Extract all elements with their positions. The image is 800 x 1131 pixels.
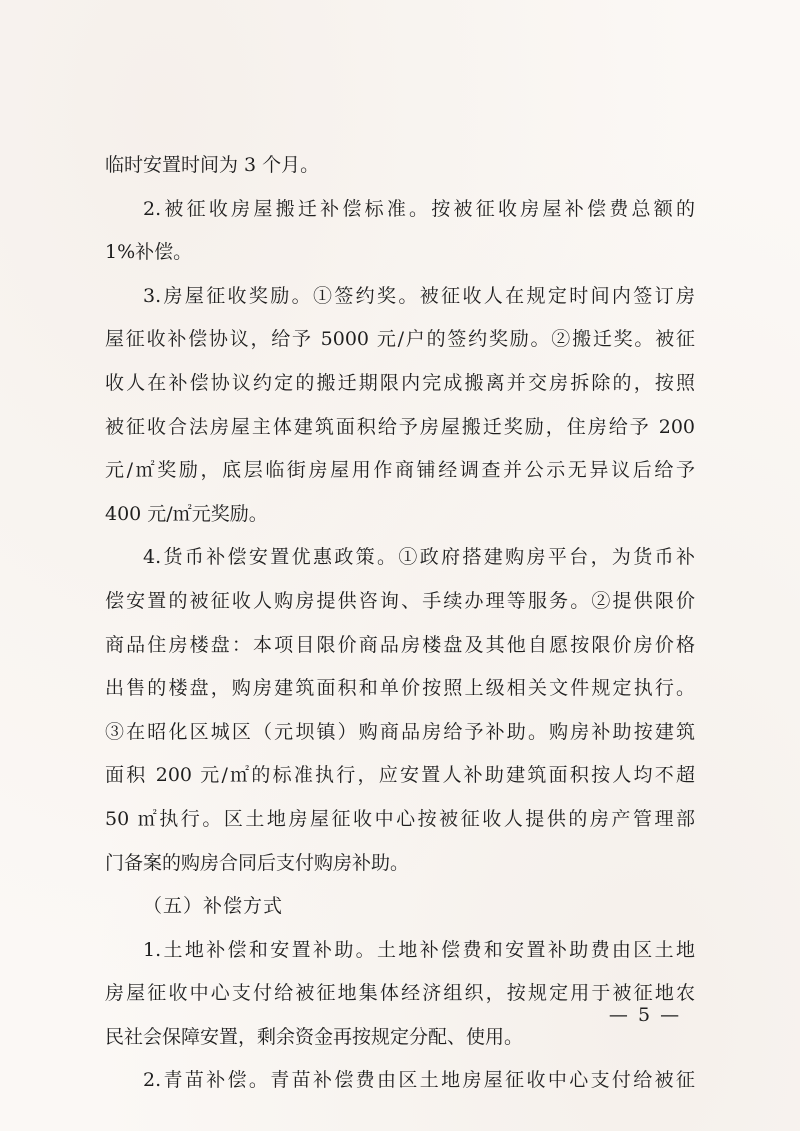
text-line: 3.房屋征收奖励。①签约奖。被征收人在规定时间内签订房 xyxy=(143,284,695,307)
text-line: 房屋征收中心支付给被征地集体经济组织，按规定用于被征地农 xyxy=(105,982,695,1005)
text-line: 商品住房楼盘：本项目限价商品房楼盘及其他自愿按限价房价格 xyxy=(105,633,695,656)
page-number: — 5 — xyxy=(608,1004,682,1026)
text-line: 屋征收补偿协议，给予 5000 元/户的签约奖励。②搬迁奖。被征 xyxy=(105,328,695,351)
text-line: ③在昭化区城区（元坝镇）购商品房给予补助。购房补助按建筑 xyxy=(105,720,695,743)
text-line: 4.货币补偿安置优惠政策。①政府搭建购房平台，为货币补 xyxy=(143,546,695,569)
document-body xyxy=(105,144,695,1103)
text-line: 被征收合法房屋主体建筑面积给予房屋搬迁奖励，住房给予 200 xyxy=(105,415,695,438)
text-line: 出售的楼盘，购房建筑面积和单价按照上级相关文件规定执行。 xyxy=(105,677,695,700)
text-line: 门备案的购房合同后支付购房补助。 xyxy=(105,851,410,874)
section-heading: （五）补偿方式 xyxy=(143,895,284,918)
text-line: 1%补偿。 xyxy=(105,241,193,264)
text-line: 面积 200 元/㎡的标准执行，应安置人补助建筑面积按人均不超 xyxy=(105,764,695,787)
text-line: 50 ㎡执行。区土地房屋征收中心按被征收人提供的房产管理部 xyxy=(105,807,695,830)
text-line: 元/㎡奖励，底层临街房屋用作商铺经调查并公示无异议后给予 xyxy=(105,459,695,482)
text-line: 偿安置的被征收人购房提供咨询、手续办理等服务。②提供限价 xyxy=(105,589,695,612)
text-line: 临时安置时间为 3 个月。 xyxy=(105,154,320,176)
text-line: 收人在补偿协议约定的搬迁期限内完成搬离并交房拆除的，按照 xyxy=(105,371,695,394)
text-line: 民社会保障安置，剩余资金再按规定分配、使用。 xyxy=(105,1025,524,1048)
text-line: 400 元/㎡元奖励。 xyxy=(105,502,268,525)
text-line: 2.青苗补偿。青苗补偿费由区土地房屋征收中心支付给被征 xyxy=(143,1069,695,1092)
text-line: 2.被征收房屋搬迁补偿标准。按被征收房屋补偿费总额的 xyxy=(143,197,695,220)
text-line: 1.土地补偿和安置补助。土地补偿费和安置补助费由区土地 xyxy=(143,938,695,961)
